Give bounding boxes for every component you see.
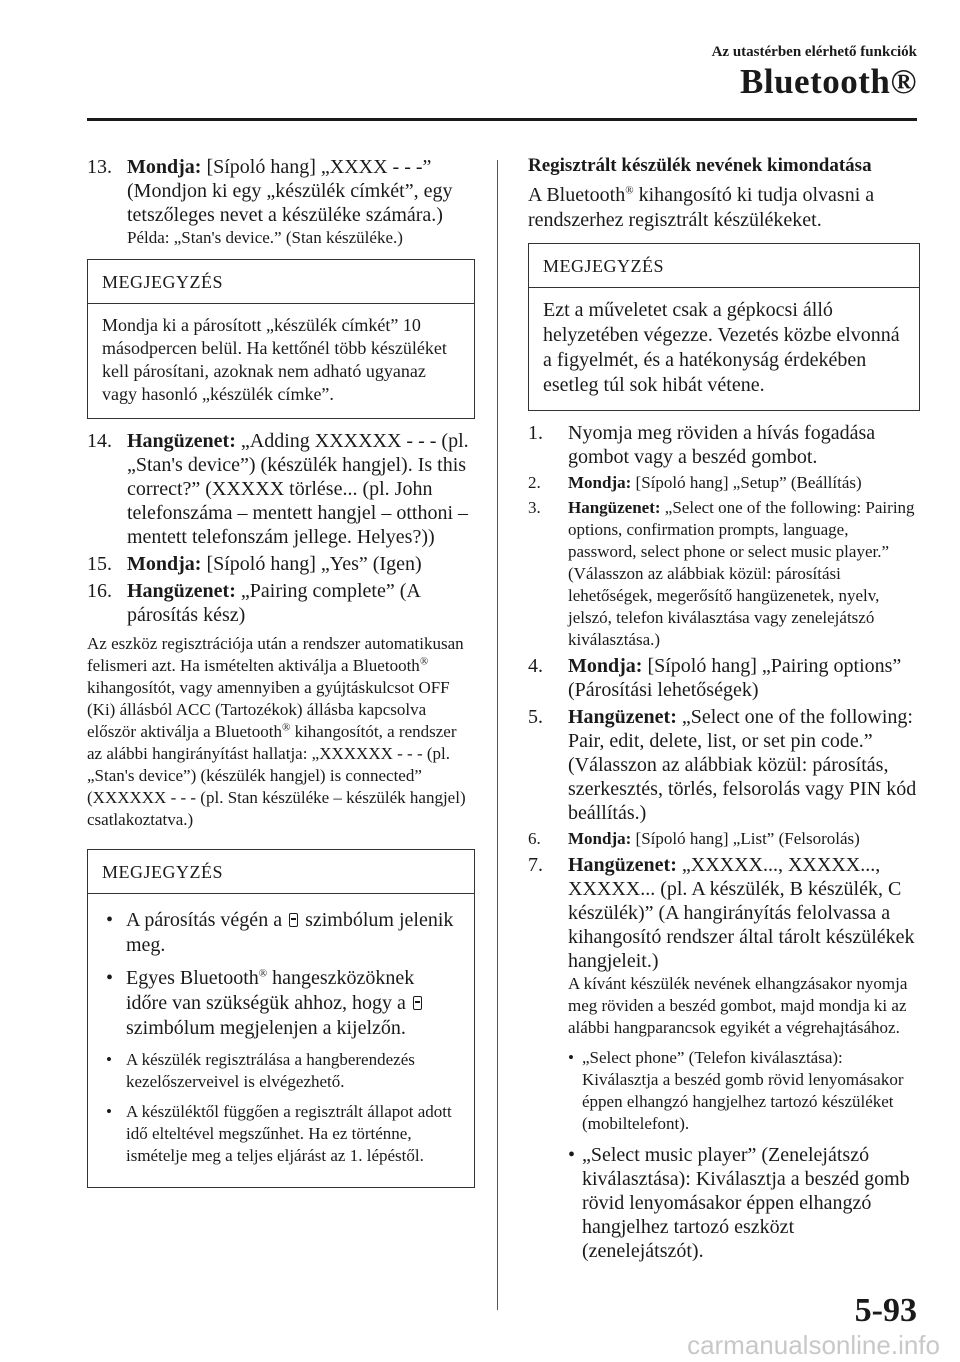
registered-mark: ® [625, 184, 634, 197]
step-number: 1. [528, 422, 543, 444]
note-box [87, 259, 475, 419]
step-label: Hangüzenet: [568, 854, 677, 876]
step-number: 14. [87, 430, 112, 452]
body-paragraph [87, 633, 475, 831]
step-2 [528, 472, 920, 494]
step-label: Hangüzenet: [127, 430, 236, 452]
step-text: [Sípoló hang] „XXXX - - -” (Mondjon ki egy „készülék címkét”, egy tetszőleges nevet a készüléke számára.) [127, 156, 453, 226]
step-text: [Sípoló hang] „Pairing options” (Párosítási lehetőségek) [568, 655, 902, 701]
page-number: 5-93 [854, 1292, 917, 1329]
step-label: Mondja: [568, 829, 632, 848]
step-14 [87, 429, 475, 549]
note-title: MEGJEGYZÉS [88, 260, 474, 304]
bullet-text: A párosítás végén a [126, 909, 288, 931]
left-column [87, 155, 475, 1198]
step-number: 4. [528, 655, 543, 677]
registered-mark: ® [258, 967, 268, 980]
note-title: MEGJEGYZÉS [529, 244, 919, 288]
step-text: „Select one of the following: Pair, edit, delete, list, or set pin code.” (Válasszon az alábbiak közül: párosítás, szerkesztés, törlés, felsorolás vagy PIN kód beállítás.) [568, 706, 917, 824]
list-item [528, 1143, 920, 1263]
step-label: Mondja: [568, 655, 643, 677]
page-title: Bluetooth® [740, 62, 917, 101]
step-text: „Adding XXXXXX - - - (pl. „Stan's device”) (készülék hangjel). Is this correct?” (XXXXX törlése... (pl. John telefonszáma – mentett hangjel – otthoni – mentett telefonszám jellege. Helyes?)) [127, 430, 469, 548]
step-number: 3. [528, 498, 541, 517]
step-label: Mondja: [127, 553, 202, 575]
step-16 [87, 579, 475, 627]
step-6 [528, 828, 920, 850]
step-label: Mondja: [568, 473, 632, 492]
watermark: carmanualsonline.info [687, 1330, 940, 1360]
header-section: Az utastérben elérhető funkciók [711, 44, 917, 60]
step-number: 16. [87, 580, 112, 602]
bullet-text: „Select phone” (Telefon kiválasztása): Kiválasztja a beszéd gomb rövid lenyomásakor éppen elhangzó hangjelhez tartozó készüléket (mobiltelefont). [582, 1048, 904, 1133]
step-13 [87, 155, 475, 249]
bullet-text: szimbólum megjelenjen a kijelzőn. [126, 1017, 406, 1039]
step-subtext: A kívánt készülék nevének elhangzásakor nyomja meg röviden a beszéd gombot, majd mondja ki az alábbi hangparancsok egyikét a végrehajtásához. [568, 974, 908, 1037]
step-text: [Sípoló hang] „Yes” (Igen) [201, 553, 422, 575]
note-bullet [102, 966, 460, 1041]
step-number: 6. [528, 829, 541, 848]
step-label: Hangüzenet: [568, 706, 677, 728]
bullet-text: A készüléktől függően a regisztrált állapot adott idő elteltével megszűnhet. Ha ez történne, ismételje meg a teljes eljárást az 1. lépéstől. [126, 1102, 452, 1165]
paragraph-part: Az eszköz regisztrációja után a rendszer automatikusan felismeri azt. Ha ismételten aktiválja a Bluetooth [87, 634, 464, 675]
note-title: MEGJEGYZÉS [88, 850, 474, 894]
bullet-text: hangeszközöknek időre van szükségük ahhoz, hogy a [126, 967, 415, 1014]
step-number: 13. [87, 156, 112, 178]
registered-mark: ® [419, 655, 429, 668]
step-label: Hangüzenet: [568, 498, 661, 517]
intro-part: A Bluetooth [528, 184, 626, 206]
step-5 [528, 705, 920, 825]
bullet-text: A készülék regisztrálása a hangberendezés kezelőszerveivel is elvégezhető. [126, 1050, 415, 1091]
step-text: [Sípoló hang] „List” (Felsorolás) [631, 829, 860, 848]
bullet-icon: • [106, 909, 114, 931]
bullet-icon: • [568, 1048, 574, 1067]
step-7 [528, 853, 920, 1039]
note-body [88, 894, 474, 1187]
bullet-text: Egyes Bluetooth [126, 967, 259, 989]
list-item [528, 1047, 920, 1135]
bullet-text: szimbólum jelenik meg. [126, 909, 454, 956]
step-label: Hangüzenet: [127, 580, 236, 602]
step-number: 5. [528, 706, 543, 728]
intro-paragraph [528, 183, 920, 233]
note-box [528, 243, 920, 411]
bullet-icon: • [106, 1102, 112, 1121]
step-example: Példa: „Stan's device.” (Stan készüléke.) [127, 228, 403, 247]
step-text: „Pairing complete” (A párosítás kész) [127, 580, 420, 626]
column-divider [497, 160, 498, 1310]
step-label: Mondja: [127, 156, 202, 178]
bullet-text: „Select music player” (Zenelejátszó kiválasztása): Kiválasztja a beszéd gomb rövid lenyomásakor éppen elhangzó hangjelhez tartozó eszközt (zenelejátszót). [582, 1144, 910, 1262]
step-3 [528, 497, 920, 651]
step-1 [528, 421, 920, 469]
note-text: Mondja ki a párosított „készülék címkét” 10 másodpercen belül. Ha kettőnél több készüléket kell párosítani, azoknak nem adható ugyanaz vagy hasonló „készülék címke”. [102, 315, 447, 404]
note-box [87, 849, 475, 1188]
step-text: „XXXXX..., XXXXX..., XXXXX... (pl. A készülék, B készülék, C készülék)” (A hangirányítás felolvassa a kihangosító rendszer által tárolt készülékek hangjeleit.) [568, 854, 915, 972]
bullet-icon: • [106, 967, 114, 989]
phone-icon [413, 996, 422, 1010]
note-bullet [102, 908, 460, 958]
step-number: 2. [528, 473, 541, 492]
step-number: 7. [528, 854, 543, 876]
note-bullet [102, 1049, 460, 1093]
registered-mark: ® [281, 721, 291, 734]
step-4 [528, 654, 920, 702]
note-bullet [102, 1101, 460, 1167]
paragraph-part: kihangosítót, vagy amennyiben a gyújtáskulcsot OFF (Ki) állásból ACC (Tartozékok) állásba kapcsolva először aktiválja a Bluetooth [87, 678, 450, 741]
note-text: Ezt a műveletet csak a gépkocsi álló helyzetében végezze. Vezetés közbe elvonná a figyelmét, és a hatékonyság érdekében esetleg túl sok hibát vétene. [543, 299, 900, 396]
phone-icon [289, 913, 298, 927]
step-text: „Select one of the following: Pairing options, confirmation prompts, language, password, select phone or select music player.” (Válasszon az alábbiak közül: párosítási lehetőségek, megerősítő hangüzenetek, nyelv, jelszó, telefon kiválasztása vagy zenelejátszó kiválasztása.) [568, 498, 915, 649]
bullet-icon: • [106, 1050, 112, 1069]
paragraph-part: kihangosítót, a rendszer az alábbi hangirányítást hallatja: „XXXXXX - - - (pl. „Stan's device”) (készülék hangjel) is connected” (XXXXXX - - - (pl. Stan készüléke – készülék hangjel) csatlakoztatva.) [87, 722, 466, 829]
header-rule [87, 118, 917, 121]
step-text: Nyomja meg röviden a hívás fogadása gombot vagy a beszéd gombot. [568, 422, 876, 468]
bullet-icon: • [568, 1144, 576, 1166]
step-number: 15. [87, 553, 112, 575]
step-15 [87, 552, 475, 576]
section-title: Regisztrált készülék nevének kimondatása [528, 155, 872, 176]
step-text: [Sípoló hang] „Setup” (Beállítás) [631, 473, 862, 492]
intro-part: kihangosító ki tudja olvasni a rendszerhez regisztrált készülékeket. [528, 184, 875, 231]
right-column [528, 155, 920, 1271]
